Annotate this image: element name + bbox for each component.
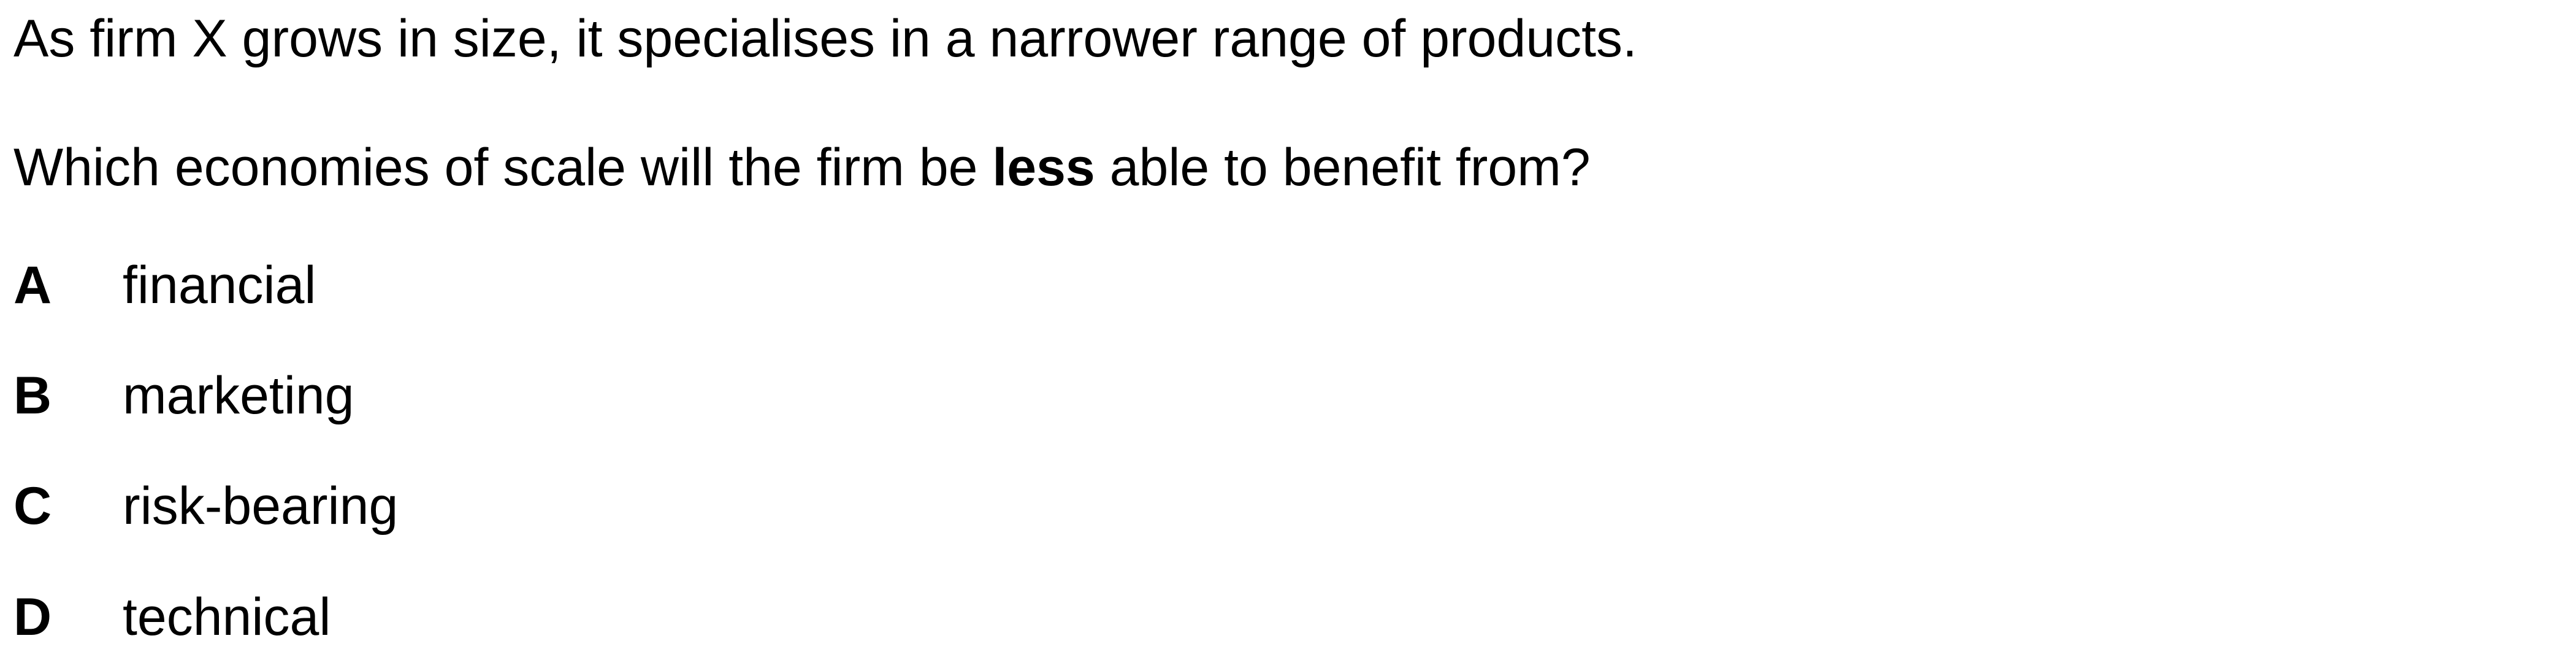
option-text: marketing bbox=[123, 366, 354, 425]
option-letter: D bbox=[13, 588, 52, 647]
option-letter: A bbox=[13, 256, 52, 315]
option-text: risk-bearing bbox=[123, 477, 399, 536]
option-letter: C bbox=[13, 477, 52, 536]
stem-prompt-emphasis: less bbox=[992, 138, 1095, 197]
option-text: financial bbox=[123, 256, 316, 315]
stem-prompt-after: able to benefit from? bbox=[1095, 138, 1591, 197]
question-stem-prompt bbox=[13, 138, 1591, 197]
option-letter: B bbox=[13, 366, 52, 425]
question-stem-context bbox=[13, 9, 1637, 68]
stem-context-text: As firm X grows in size, it specialises in a narrower range of products. bbox=[13, 9, 1637, 68]
option-text: technical bbox=[123, 588, 331, 647]
stem-prompt-before: Which economies of scale will the firm be bbox=[13, 138, 993, 197]
